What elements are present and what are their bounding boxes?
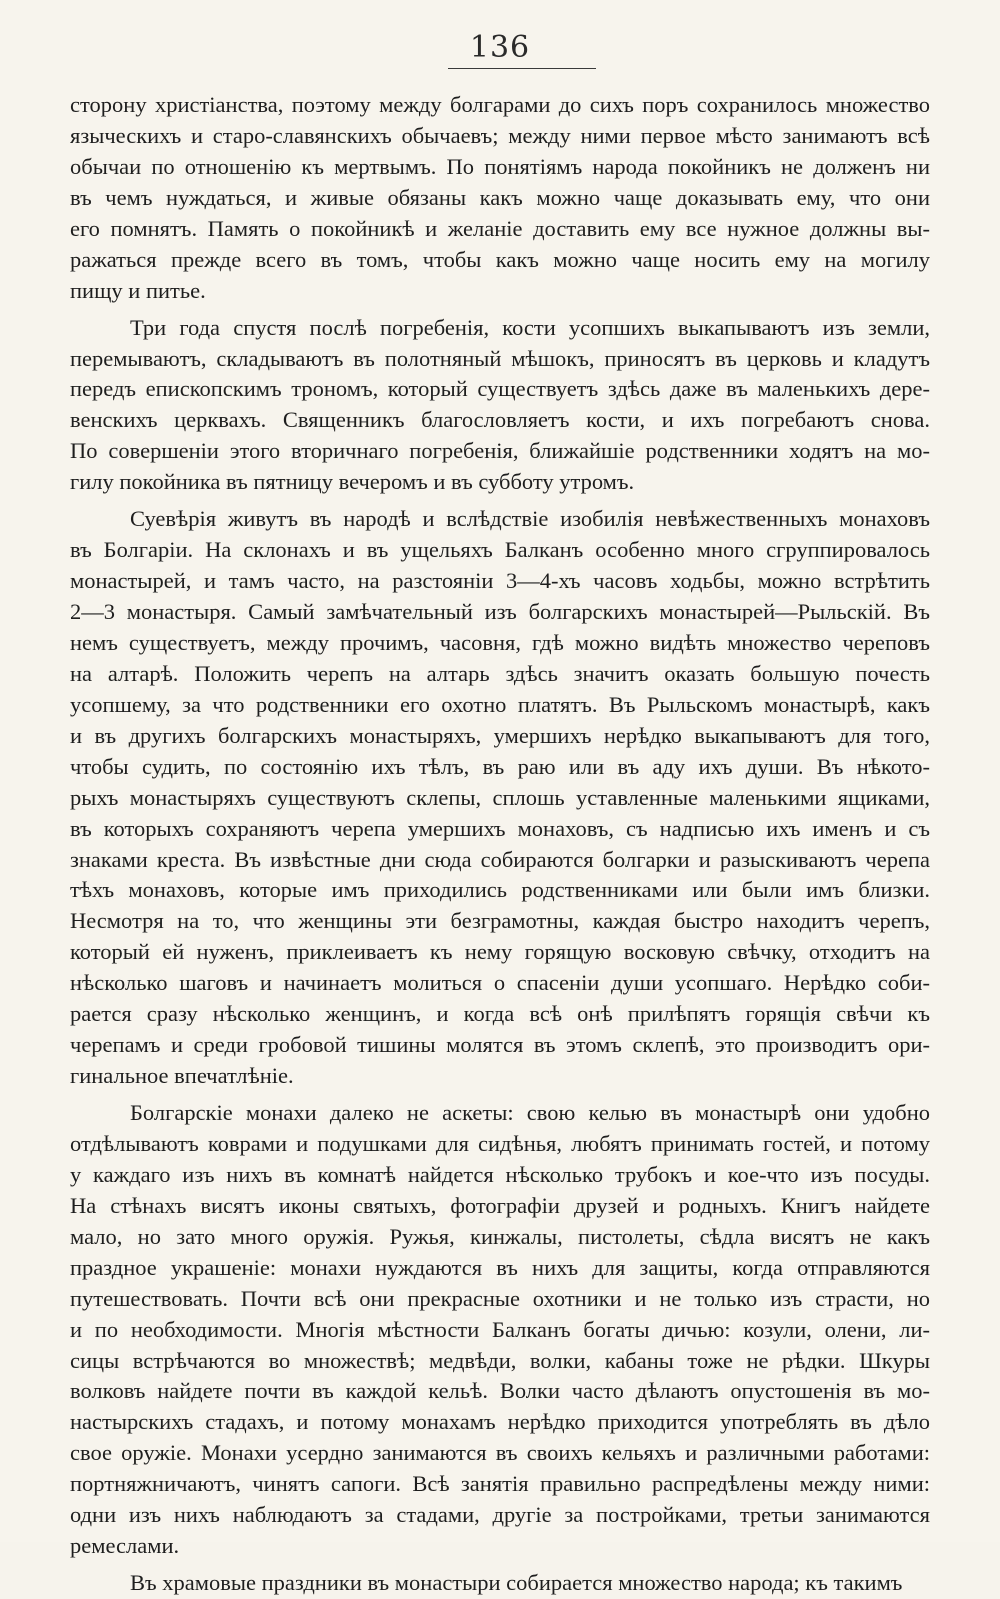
text-line: Три года спустя послѣ погребенія, кости усопшихъ выкапываютъ изъ земли, xyxy=(130,314,930,340)
text-line: ремеслами. xyxy=(70,1533,180,1559)
paragraph xyxy=(70,313,930,499)
text-line: гинальное впечатлѣніе. xyxy=(70,1063,294,1089)
text-line: сицы встрѣчаются во множествѣ; медвѣди, волки, кабаны тоже не рѣдки. Шкуры xyxy=(70,1347,930,1373)
text-line: у каждаго изъ нихъ въ комнатѣ найдется нѣсколько трубокъ и кое-что изъ посуды. xyxy=(70,1161,930,1187)
paragraph xyxy=(70,504,930,1092)
text-line: языческихъ и старо-славянскихъ обычаевъ; между ними первое мѣсто занимаютъ всѣ xyxy=(70,122,930,148)
text-line: праздное украшеніе: монахи нуждаются въ нихъ для защиты, когда отправляются xyxy=(70,1254,930,1280)
text-line: Суевѣрія живутъ въ народѣ и вслѣдствіе изобилія невѣжественныхъ монаховъ xyxy=(130,506,930,532)
text-line: монастырей, и тамъ часто, на разстояніи 3—4-хъ часовъ ходьбы, можно встрѣтить xyxy=(70,568,930,594)
text-line: въ которыхъ сохраняютъ черепа умершихъ монаховъ, съ надписью ихъ именъ и съ xyxy=(70,815,930,841)
text-line: ражаться прежде всего въ томъ, чтобы какъ можно чаще носить ему на могилу xyxy=(70,246,930,272)
text-line: рыхъ монастыряхъ существуютъ склепы, сплошь уставленные маленькими ящиками, xyxy=(70,784,930,810)
text-line: отдѣлываютъ коврами и подушками для сидѣнья, любятъ принимать гостей, и потому xyxy=(70,1130,930,1156)
text-line: 2—3 монастыря. Самый замѣчательный изъ болгарскихъ монастырей—Рыльскій. Въ xyxy=(70,599,930,624)
text-line: одни изъ нихъ наблюдаютъ за стадами, другіе за постройками, третьи занимаются xyxy=(70,1502,930,1528)
text-line: усопшему, за что родственники его охотно платятъ. Въ Рыльскомъ монастырѣ, какъ xyxy=(70,691,930,717)
text-line: на алтарѣ. Положить черепъ на алтарь здѣсь значитъ оказать большую почесть xyxy=(70,660,930,686)
page-number: 136 xyxy=(469,30,531,65)
text-line: въ чемъ нуждаться, и живые обязаны какъ можно чаще доказывать ему, что они xyxy=(70,184,930,210)
text-line: тѣхъ монаховъ, которые имъ приходились родственниками или были имъ близки. xyxy=(70,877,930,903)
text-line: путешествовать. Почти всѣ они прекрасные охотники и не только изъ страсти, но xyxy=(70,1285,930,1311)
body-text xyxy=(70,90,930,1599)
text-line: рается сразу нѣсколько женщинъ, и когда всѣ онѣ прилѣпятъ горящія свѣчи къ xyxy=(70,1001,930,1027)
paragraph xyxy=(70,90,930,307)
text-line: его помнятъ. Память о покойникѣ и желаніе доставить ему все нужное должны вы- xyxy=(70,215,930,241)
text-line: въ Болгаріи. На склонахъ и въ ущельяхъ Балканъ особенно много сгруппировалось xyxy=(70,537,930,563)
text-line: черепамъ и среди гробовой тишины молятся въ этомъ склепѣ, это производитъ ори- xyxy=(70,1032,930,1058)
text-line: обычаи по отношенію къ мертвымъ. По понятіямъ народа покойникъ не долженъ ни xyxy=(70,153,930,179)
text-line: чтобы судить, по состоянію ихъ тѣлъ, въ раю или въ аду ихъ души. Въ нѣкото- xyxy=(70,753,930,779)
text-line: передъ епископскимъ трономъ, который существуетъ здѣсь даже въ маленькихъ дере- xyxy=(70,376,930,402)
text-line: портняжничаютъ, чинятъ сапоги. Всѣ занятія правильно распредѣлены между ними: xyxy=(70,1471,930,1497)
text-line: Несмотря на то, что женщины эти безграмотны, каждая быстро находитъ черепъ, xyxy=(70,908,930,934)
text-line: мало, но зато много оружія. Ружья, кинжалы, пистолеты, сѣдла висятъ не какъ xyxy=(70,1223,930,1249)
text-line: знаками креста. Въ извѣстные дни сюда собираются болгарки и разыскиваютъ черепа xyxy=(70,846,930,872)
text-line: и въ другихъ болгарскихъ монастыряхъ, умершихъ нерѣдко выкапываютъ для того, xyxy=(70,722,930,748)
text-line: немъ существуетъ, между прочимъ, часовня, гдѣ можно видѣть множество череповъ xyxy=(70,629,930,655)
header-rule xyxy=(448,68,596,69)
paragraph xyxy=(70,1568,930,1599)
text-line: свое оружіе. Монахи усердно занимаются въ своихъ кельяхъ и различными работами: xyxy=(70,1440,930,1466)
text-line: пищу и питье. xyxy=(70,277,206,303)
paragraph xyxy=(70,1098,930,1562)
text-line: венскихъ церквахъ. Священникъ благословляетъ кости, и ихъ погребаютъ снова. xyxy=(70,407,930,433)
text-line: перемываютъ, складываютъ въ полотняный мѣшокъ, приносятъ въ церковь и кладутъ xyxy=(70,345,930,371)
text-line: который ей нуженъ, приклеиваетъ къ нему горящую восковую свѣчку, отходитъ на xyxy=(70,939,930,965)
text-line: настырскихъ стадахъ, и потому монахамъ нерѣдко приходится употреблять въ дѣло xyxy=(70,1409,930,1435)
text-line: нѣсколько шаговъ и начинаетъ молиться о спасеніи души усопшаго. Нерѣдко соби- xyxy=(70,970,930,996)
text-line: гилу покойника въ пятницу вечеромъ и въ субботу утромъ. xyxy=(70,469,635,495)
text-line: Болгарскіе монахи далеко не аскеты: свою келью въ монастырѣ они удобно xyxy=(130,1100,930,1125)
text-line: волковъ найдете почти въ каждой кельѣ. Волки часто дѣлаютъ опустошенія въ мо- xyxy=(70,1378,930,1404)
text-line: Въ храмовые праздники въ монастыри собирается множество народа; къ такимъ xyxy=(130,1570,903,1596)
text-line: На стѣнахъ висятъ иконы святыхъ, фотографіи друзей и родныхъ. Книгъ найдете xyxy=(70,1192,930,1218)
text-line: сторону христіанства, поэтому между болгарами до сихъ поръ сохранилось множество xyxy=(70,92,930,117)
text-line: По совершеніи этого вторичнаго погребенія, ближайшіе родственники ходятъ на мо- xyxy=(70,438,930,464)
text-line: и по необходимости. Многія мѣстности Балканъ богаты дичью: козули, олени, ли- xyxy=(70,1316,930,1342)
